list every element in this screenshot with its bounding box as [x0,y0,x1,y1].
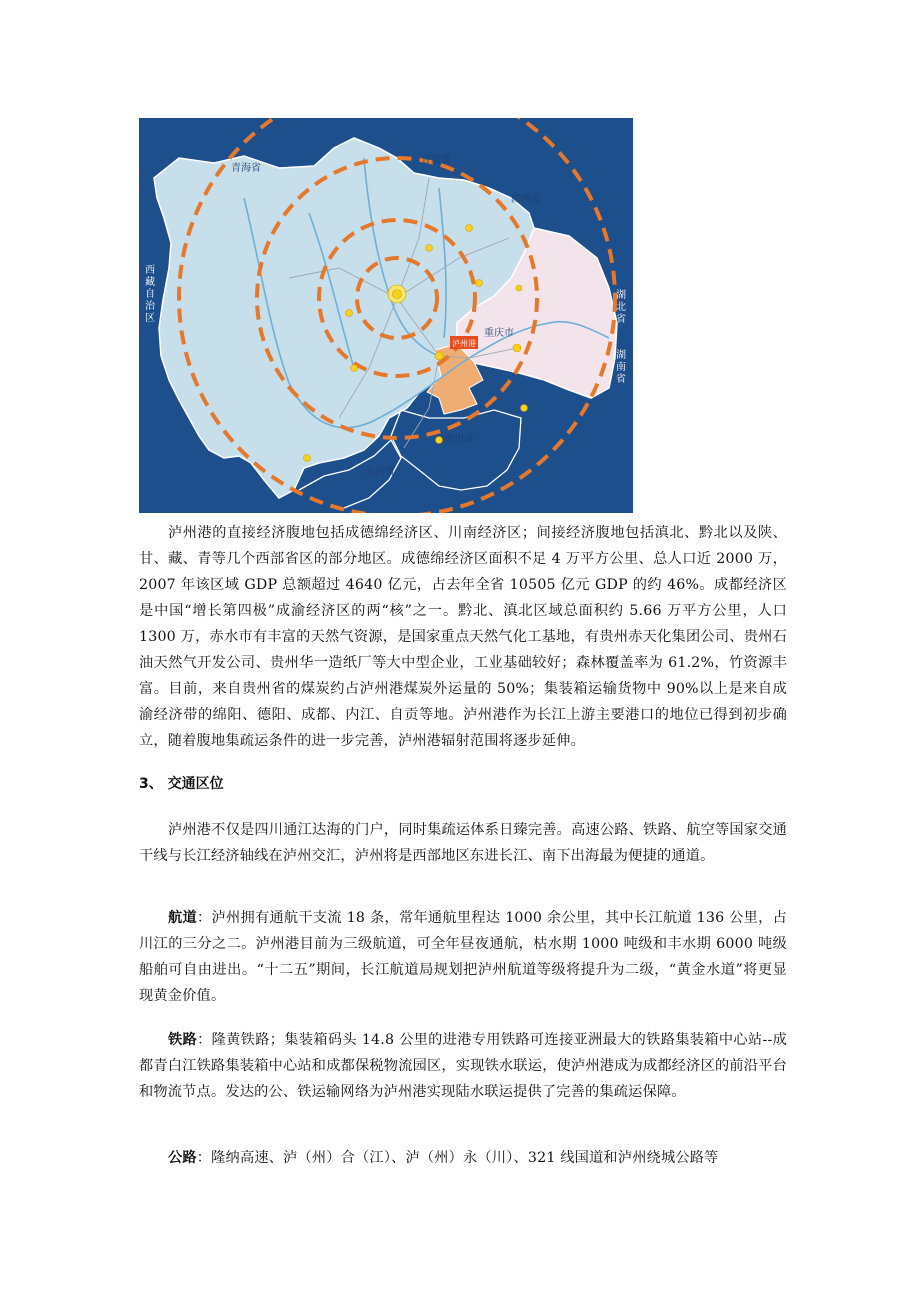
map-graphic [139,118,633,513]
map-label-hubei: 湖北省 [616,290,626,325]
waterway-text: ：泸州拥有通航干支流 18 条，常年通航里程达 1000 余公里，其中长江航道 136 公里，占川江的三分之二。泸州港目前为三级航道，可全年昼夜通航，枯水期 1000 吨级和丰水期 6000 吨级船舶可自由进出。“十二五”期间，长江航道局规划把泸州航道等级将提升为二级，“黄金水道”将更显现黄金价值。 [139,910,787,1004]
railway-text: ：隆黄铁路；集装箱码头 14.8 公里的进港专用铁路可连接亚洲最大的铁路集装箱中心站--成都青白江铁路集装箱中心站和成都保税物流园区，实现铁水联运，使泸州港成为成都经济区的前沿平台和物流节点。发达的公、铁运输网络为泸州港实现陆水联运提供了完善的集疏运保障。 [139,1032,787,1100]
paragraph-highway [139,1145,787,1171]
luzhou-port-marker [450,336,478,349]
map-label-yunnan: 云南省 [365,467,395,478]
map-label-gansu: 甘肃省 [421,155,451,166]
map-label-xizang: 西藏自治区 [145,265,155,324]
railway-label: 铁路 [168,1032,198,1048]
luzhou-hinterland-map [139,118,633,513]
map-label-chongqing: 重庆市 [484,328,514,339]
guizhou-outline [391,410,521,490]
map-label-shaanxi: 陕西省 [511,194,541,205]
paragraph-railway [139,1027,787,1105]
paragraph-hinterland-text: 泸州港的直接经济腹地包括成德绵经济区、川南经济区；间接经济腹地包括滇北、黔北以及陕、甘、藏、青等几个西部省区的部分地区。成德绵经济区面积不足 4 万平方公里、总人口近 2000 万，2007 年该区域 GDP 总额超过 4640 亿元，占去年全省 10505 亿元 GDP 的约 46%。成都经济区是中国“增长第四极”成渝经济区的两“核”之一。黔北、滇北区域总面积约 5.66 万平方公里，人口 1300 万，赤水市有丰富的天然气资源，是国家重点天然气化工基地，有贵州赤天化集团公司、贵州石油天然气开发公司、贵州华一造纸厂等大中型企业，工业基础较好；森林覆盖率为 61.2%，竹资源丰富。目前，来自贵州省的煤炭约占泸州港煤炭外运量的 50%；集装箱运输货物中 90%以上是来自成渝经济带的绵阳、德阳、成都、内江、自贡等地。泸州港作为长江上游主要港口的地位已得到初步确立，随着腹地集疏运条件的进一步完善，泸州港辐射范围将逐步延伸。 [139,525,787,749]
waterway-label: 航道 [168,910,197,926]
paragraph-waterway [139,905,787,1009]
map-label-hunan: 湖南省 [616,350,626,385]
highway-label: 公路 [168,1150,197,1166]
map-label-guizhou: 贵州省 [444,434,474,445]
map-label-qinghai: 青海省 [231,163,261,174]
section-heading: 3、 交通区位 [139,776,224,792]
map-label-luzhougang: 泸州港 [452,339,476,348]
paragraph-transport-intro-text: 泸州港不仅是四川通江达海的门户，同时集疏运体系日臻完善。高速公路、铁路、航空等国家交通干线与长江经济轴线在泸州交汇，泸州将是西部地区东进长江、南下出海最为便捷的通道。 [139,822,787,864]
paragraph-hinterland [139,520,787,754]
paragraph-transport-intro [139,817,787,869]
highway-text: ：隆纳高速、泸（州）合（江）、泸（州）永（川）、321 线国道和泸州绕城公路等 [196,1150,719,1166]
